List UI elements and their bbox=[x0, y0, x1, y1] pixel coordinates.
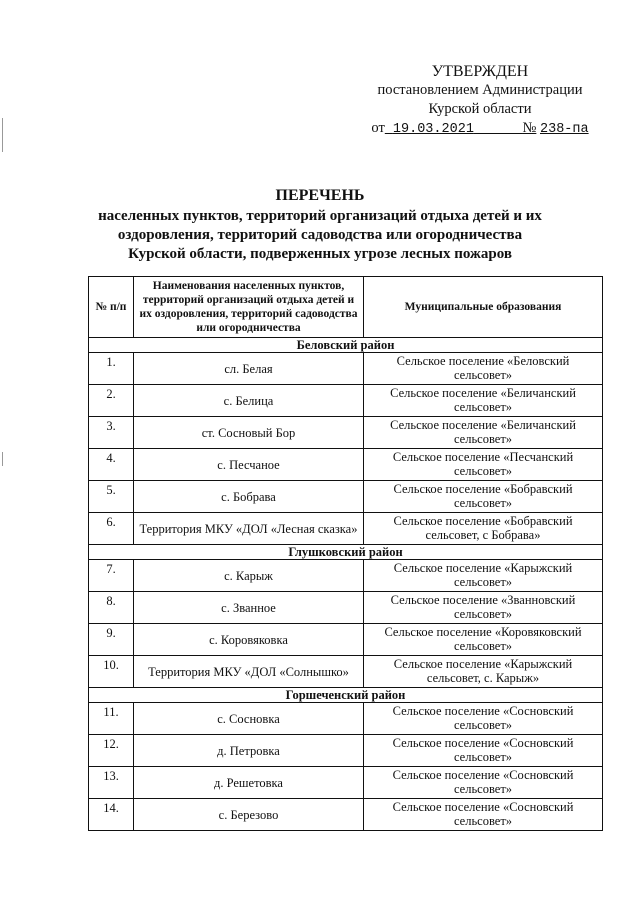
header-municipality: Муниципальные образования bbox=[364, 277, 603, 338]
header-num: № п/п bbox=[89, 277, 134, 338]
heading-line: Курской области, подверженных угрозе лесных пожаров bbox=[128, 246, 512, 262]
row-num: 5. bbox=[89, 481, 134, 513]
table-row bbox=[89, 449, 603, 481]
table-row bbox=[89, 560, 603, 592]
row-municipality: Сельское поселение «Званновский сельсовет» bbox=[364, 592, 603, 624]
heading-line: населенных пунктов, территорий организаций отдыха детей и их bbox=[98, 208, 542, 224]
approval-block bbox=[360, 62, 600, 139]
table-row bbox=[89, 417, 603, 449]
row-num: 11. bbox=[89, 703, 134, 735]
row-num: 10. bbox=[89, 656, 134, 688]
document-heading bbox=[60, 186, 580, 264]
row-num: 2. bbox=[89, 385, 134, 417]
table-row bbox=[89, 799, 603, 831]
district-name: Горшеченский район bbox=[89, 688, 603, 703]
row-place: с. Коровяковка bbox=[134, 624, 364, 656]
district-name: Глушковский район bbox=[89, 545, 603, 560]
table-row bbox=[89, 656, 603, 688]
approval-line: Курской области bbox=[428, 101, 532, 117]
table-row bbox=[89, 735, 603, 767]
approval-title: УТВЕРЖДЕН bbox=[431, 63, 529, 80]
district-name: Беловский район bbox=[89, 338, 603, 353]
row-municipality: Сельское поселение «Бобравский сельсовет, с Бобрава» bbox=[364, 513, 603, 545]
row-municipality: Сельское поселение «Сосновский сельсовет» bbox=[364, 735, 603, 767]
district-row bbox=[89, 688, 603, 703]
table-row bbox=[89, 624, 603, 656]
row-municipality: Сельское поселение «Сосновский сельсовет» bbox=[364, 767, 603, 799]
row-municipality: Сельское поселение «Песчанский сельсовет» bbox=[364, 449, 603, 481]
row-municipality: Сельское поселение «Бобравский сельсовет» bbox=[364, 481, 603, 513]
row-place: д. Решетовка bbox=[134, 767, 364, 799]
margin-mark bbox=[2, 452, 3, 466]
row-municipality: Сельское поселение «Сосновский сельсовет» bbox=[364, 799, 603, 831]
row-num: 8. bbox=[89, 592, 134, 624]
row-num: 1. bbox=[89, 353, 134, 385]
row-place: с. Песчаное bbox=[134, 449, 364, 481]
row-place: с. Карыж bbox=[134, 560, 364, 592]
header-place: Наименования населенных пунктов, территорий организаций отдыха детей и их оздоровления, территорий садоводства или огородничества bbox=[134, 277, 364, 338]
settlements-table bbox=[88, 276, 603, 831]
row-place: с. Березово bbox=[134, 799, 364, 831]
district-row bbox=[89, 545, 603, 560]
document-title: ПЕРЕЧЕНЬ bbox=[275, 187, 365, 204]
table-row bbox=[89, 703, 603, 735]
heading-line: оздоровления, территорий садоводства или огородничества bbox=[117, 227, 523, 243]
table-row bbox=[89, 513, 603, 545]
table-row bbox=[89, 353, 603, 385]
row-municipality: Сельское поселение «Карыжский сельсовет, с. Карыж» bbox=[364, 656, 603, 688]
approval-date-line bbox=[360, 119, 600, 139]
row-place: Территория МКУ «ДОЛ «Солнышко» bbox=[134, 656, 364, 688]
row-municipality: Сельское поселение «Коровяковский сельсовет» bbox=[364, 624, 603, 656]
row-place: д. Петровка bbox=[134, 735, 364, 767]
table-body bbox=[89, 338, 603, 831]
row-num: 7. bbox=[89, 560, 134, 592]
row-place: сл. Белая bbox=[134, 353, 364, 385]
row-municipality: Сельское поселение «Беловский сельсовет» bbox=[364, 353, 603, 385]
district-row bbox=[89, 338, 603, 353]
number-prefix: № bbox=[522, 120, 537, 136]
table-row bbox=[89, 481, 603, 513]
date-prefix: от bbox=[371, 120, 385, 136]
row-place: с. Званное bbox=[134, 592, 364, 624]
table-header bbox=[89, 277, 603, 338]
row-num: 9. bbox=[89, 624, 134, 656]
table-row bbox=[89, 592, 603, 624]
row-municipality: Сельское поселение «Беличанский сельсовет» bbox=[364, 417, 603, 449]
row-num: 6. bbox=[89, 513, 134, 545]
row-place: Территория МКУ «ДОЛ «Лесная сказка» bbox=[134, 513, 364, 545]
table-row bbox=[89, 767, 603, 799]
row-num: 4. bbox=[89, 449, 134, 481]
row-place: с. Сосновка bbox=[134, 703, 364, 735]
row-municipality: Сельское поселение «Сосновский сельсовет» bbox=[364, 703, 603, 735]
row-place: с. Белица bbox=[134, 385, 364, 417]
row-municipality: Сельское поселение «Карыжский сельсовет» bbox=[364, 560, 603, 592]
row-place: с. Бобрава bbox=[134, 481, 364, 513]
approval-line: постановлением Администрации bbox=[377, 82, 583, 98]
row-num: 12. bbox=[89, 735, 134, 767]
table-row bbox=[89, 385, 603, 417]
approval-number: 238-па bbox=[540, 122, 589, 137]
row-place: ст. Сосновый Бор bbox=[134, 417, 364, 449]
row-municipality: Сельское поселение «Беличанский сельсовет» bbox=[364, 385, 603, 417]
margin-mark bbox=[2, 118, 3, 152]
row-num: 13. bbox=[89, 767, 134, 799]
row-num: 3. bbox=[89, 417, 134, 449]
approval-date: 19.03.2021 bbox=[392, 122, 474, 137]
row-num: 14. bbox=[89, 799, 134, 831]
